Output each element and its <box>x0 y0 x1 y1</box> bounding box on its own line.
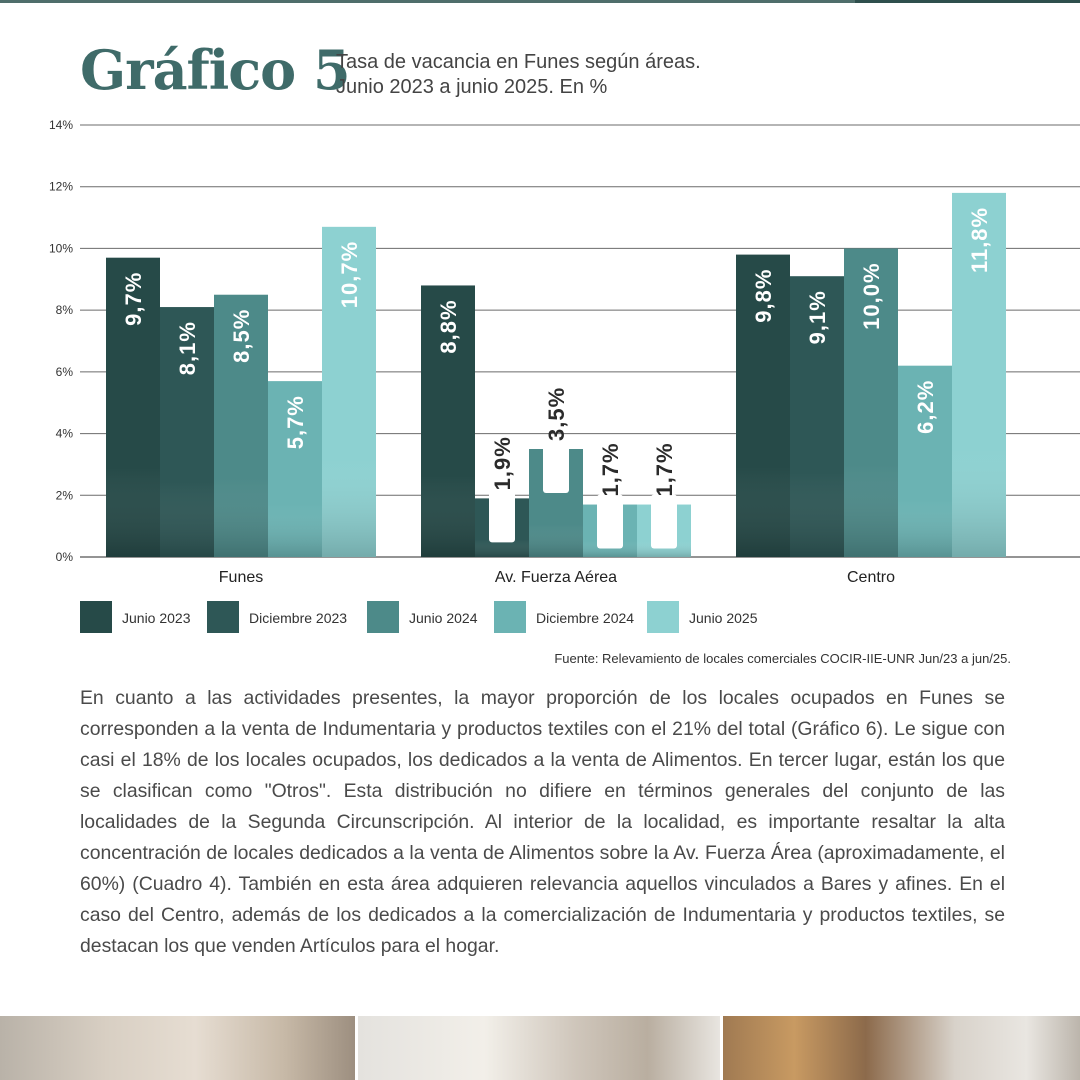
data-label: 9,8% <box>751 268 776 323</box>
data-label: 8,8% <box>436 299 461 354</box>
bar-chart <box>0 110 1080 590</box>
data-label-backdrop <box>489 488 515 542</box>
y-tick-label: 10% <box>48 241 73 256</box>
legend-label: Diciembre 2024 <box>536 610 635 626</box>
data-label: 1,7% <box>598 442 623 497</box>
data-label-backdrop <box>597 495 623 549</box>
data-label: 10,0% <box>859 262 884 330</box>
chart-subtitle <box>336 50 701 100</box>
y-tick-label: 4% <box>55 426 73 441</box>
data-label: 6,2% <box>913 379 938 434</box>
photo-market-stall <box>723 1016 1080 1080</box>
top-rule-accent <box>855 0 1080 3</box>
bars <box>106 193 1006 557</box>
data-label: 8,1% <box>175 321 200 376</box>
data-label: 3,5% <box>544 386 569 441</box>
chart-title: Gráfico 5 <box>80 38 350 102</box>
legend-swatch <box>647 601 679 633</box>
legend-label: Junio 2023 <box>122 610 191 626</box>
category-label: Centro <box>846 569 896 586</box>
y-tick-label: 0% <box>55 550 73 564</box>
legend-swatch <box>367 601 399 633</box>
data-label: 1,9% <box>490 436 515 491</box>
subtitle-line-1: Tasa de vacancia en Funes según áreas. <box>336 51 701 73</box>
y-tick-label: 12% <box>48 179 73 194</box>
data-label: 9,1% <box>805 290 830 345</box>
photo-shoppers-street <box>0 1016 355 1080</box>
photo-strip <box>0 1016 1080 1080</box>
legend-swatch <box>494 601 526 633</box>
legend-label: Diciembre 2023 <box>249 610 348 626</box>
body-paragraph: En cuanto a las actividades presentes, la mayor proporción de los locales ocupados en Funes se corresponden a la venta de Indumentaria y productos textiles con el 21% del total (Gráfico 6). Le sigue con casi el 18% de los locales ocupados, los dedicados a la venta de Alimentos. En tercer lugar, están los que se clasifican como "Otros". Esta distribución no difiere en términos generales del conjunto de las localidades de la Segunda Circunscripción. Al interior de la localidad, es importante resaltar la alta concentración de locales dedicados a la venta de Alimentos sobre la Av. Fuerza Área (aproximadamente, el 60%) (Cuadro 4). También en esta área adquieren relevancia aquellos vinculados a Bares y afines. En el caso del Centro, además de los dedicados a la comercialización de Indumentaria y productos textiles, se destacan los que venden Artículos para el hogar. <box>80 687 1005 957</box>
y-tick-label: 6% <box>55 364 73 379</box>
y-tick-label: 14% <box>48 118 73 132</box>
data-label: 5,7% <box>283 395 308 450</box>
data-label: 9,7% <box>121 271 146 326</box>
data-label: 8,5% <box>229 308 254 363</box>
legend-swatch <box>207 601 239 633</box>
category-label: Av. Fuerza Aérea <box>494 569 618 586</box>
legend-label: Junio 2025 <box>689 610 758 626</box>
legend <box>80 600 780 634</box>
data-label-backdrop <box>543 439 569 493</box>
source-note: Fuente: Relevamiento de locales comerciales COCIR-IIE-UNR Jun/23 a jun/25. <box>554 651 1011 666</box>
data-label: 11,8% <box>967 206 992 274</box>
photo-mall-interior <box>358 1016 720 1080</box>
data-label: 10,7% <box>337 240 362 309</box>
subtitle-line-2: Junio 2023 a junio 2025. En % <box>336 76 608 98</box>
legend-swatch <box>80 601 112 633</box>
category-label: Funes <box>218 569 264 586</box>
legend-label: Junio 2024 <box>409 610 478 626</box>
y-tick-label: 8% <box>55 303 73 318</box>
y-tick-label: 2% <box>55 488 73 503</box>
data-label-backdrop <box>651 495 677 549</box>
data-label: 1,7% <box>652 442 677 497</box>
